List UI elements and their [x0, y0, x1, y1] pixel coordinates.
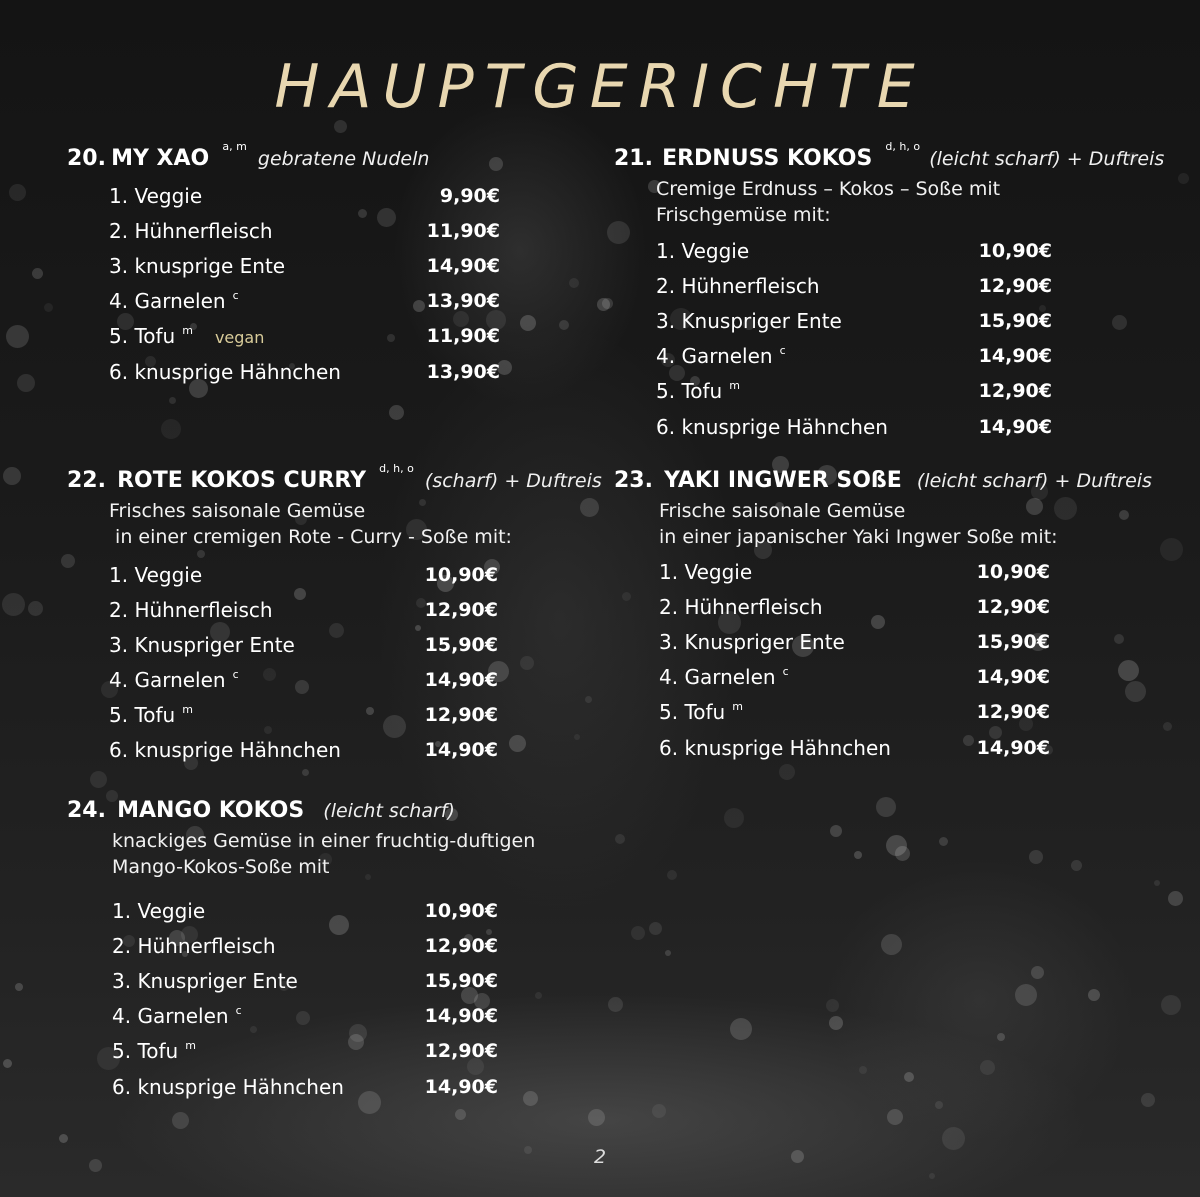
allergen-code: c — [779, 344, 786, 357]
menu-item-row — [109, 289, 500, 317]
section-note: (leicht scharf) + Duftreis — [916, 470, 1152, 492]
bokeh-dot — [559, 320, 569, 330]
bokeh-dot — [523, 1091, 538, 1106]
section-name: MANGO KOKOS — [117, 798, 305, 823]
bokeh-dot — [302, 769, 309, 776]
menu-item-price: 13,90€ — [426, 290, 500, 312]
bokeh-dot — [1114, 634, 1124, 644]
bokeh-dot — [779, 764, 795, 780]
section-name: YAKI INGWER SOßE — [664, 468, 902, 493]
menu-item-price: 15,90€ — [424, 634, 498, 656]
menu-item-label: 4. Garnelen — [112, 1004, 229, 1028]
bokeh-dot — [1160, 538, 1183, 561]
menu-item-label: 3. Knuspriger Ente — [109, 633, 295, 657]
menu-item-label: 6. knusprige Hähnchen — [656, 415, 888, 439]
menu-item-row — [109, 219, 500, 247]
menu-item-price: 12,90€ — [976, 701, 1050, 723]
bokeh-dot — [161, 419, 181, 439]
bokeh-dot — [1112, 315, 1127, 330]
menu-item-label: 2. Hühnerfleisch — [109, 598, 273, 622]
menu-item-row — [112, 969, 498, 997]
menu-item-price: 14,90€ — [424, 669, 498, 691]
bokeh-dot — [895, 846, 910, 861]
bokeh-dot — [3, 1059, 12, 1068]
menu-item-price: 10,90€ — [424, 900, 498, 922]
section-number: 22. — [67, 468, 106, 493]
bokeh-dot — [172, 1112, 189, 1129]
menu-item-label: 1. Veggie — [659, 560, 753, 584]
menu-item-row — [112, 1075, 498, 1103]
section-description: in einer cremigen Rote - Curry - Soße mit: — [109, 526, 512, 548]
menu-item-row — [109, 668, 498, 696]
bokeh-dot — [9, 184, 26, 201]
bokeh-dot — [1029, 850, 1043, 864]
bokeh-dot — [881, 934, 902, 955]
bokeh-dot — [28, 601, 43, 616]
menu-item-price: 14,90€ — [976, 666, 1050, 688]
bokeh-dot — [1161, 995, 1181, 1015]
bokeh-dot — [1168, 891, 1183, 906]
section-name: ROTE KOKOS CURRY — [117, 468, 367, 493]
menu-item-row — [109, 633, 498, 661]
bokeh-dot — [652, 1104, 666, 1118]
menu-item-row — [656, 415, 1052, 443]
allergen-code: c — [235, 1004, 242, 1017]
bokeh-dot — [597, 298, 610, 311]
menu-item-price: 12,90€ — [424, 935, 498, 957]
allergen-code: m — [182, 324, 193, 337]
bokeh-dot — [830, 825, 842, 837]
bokeh-dot — [59, 1134, 68, 1143]
menu-item-row — [112, 1039, 498, 1067]
bokeh-dot — [854, 851, 862, 859]
bokeh-dot — [730, 1018, 752, 1040]
bokeh-dot — [17, 374, 35, 392]
bokeh-dot — [169, 397, 176, 404]
menu-item-row — [659, 595, 1050, 623]
section-description: Frische saisonale Gemüse — [659, 500, 906, 522]
menu-item-price: 12,90€ — [424, 704, 498, 726]
menu-item-label: 1. Veggie — [112, 899, 206, 923]
menu-item-row — [656, 344, 1052, 372]
allergen-codes: d, h, o — [379, 462, 414, 475]
section-name: MY XAO — [111, 146, 210, 171]
section-21-header — [614, 140, 1165, 171]
bokeh-dot — [608, 997, 623, 1012]
bokeh-dot — [1178, 173, 1189, 184]
bokeh-dot — [1031, 966, 1044, 979]
menu-item-price: 11,90€ — [426, 325, 500, 347]
menu-item-label: 2. Hühnerfleisch — [656, 274, 820, 298]
bokeh-dot — [32, 268, 43, 279]
bokeh-dot — [615, 834, 625, 844]
bokeh-dot — [876, 797, 896, 817]
bokeh-dot — [585, 696, 592, 703]
bokeh-dot — [980, 1060, 995, 1075]
section-note: (leicht scharf) — [323, 800, 455, 822]
bokeh-dot — [509, 735, 526, 752]
page-title: HAUPTGERICHTE — [274, 52, 926, 122]
menu-item-label: 4. Garnelen — [656, 344, 773, 368]
menu-item-price: 14,90€ — [978, 416, 1052, 438]
bokeh-dot — [588, 1109, 605, 1126]
menu-item-label: 4. Garnelen — [109, 289, 226, 313]
allergen-code: m — [185, 1039, 196, 1052]
bokeh-dot — [997, 1033, 1005, 1041]
menu-item-label: 4. Garnelen — [109, 668, 226, 692]
bokeh-dot — [886, 835, 907, 856]
menu-item-price: 14,90€ — [424, 739, 498, 761]
menu-item-label: 4. Garnelen — [659, 665, 776, 689]
section-note: (scharf) + Duftreis — [424, 470, 602, 492]
menu-item-price: 14,90€ — [426, 255, 500, 277]
section-number: 20. — [67, 146, 106, 171]
bokeh-dot — [6, 325, 29, 348]
menu-item-label: 3. Knuspriger Ente — [659, 630, 845, 654]
menu-item-row — [656, 239, 1052, 267]
bokeh-dot — [455, 1109, 466, 1120]
section-description: Mango-Kokos-Soße mit — [112, 856, 330, 878]
bokeh-dot — [389, 405, 404, 420]
menu-item-row — [109, 703, 498, 731]
allergen-code: c — [232, 289, 239, 302]
menu-item-row — [112, 1004, 498, 1032]
menu-item-label: 6. knusprige Hähnchen — [109, 738, 341, 762]
section-name: ERDNUSS KOKOS — [662, 146, 873, 171]
menu-item-row — [659, 630, 1050, 658]
menu-item-label: 5. Tofu — [109, 324, 176, 348]
menu-item-price: 14,90€ — [424, 1076, 498, 1098]
menu-item-row — [109, 324, 500, 352]
bokeh-dot — [419, 499, 426, 506]
menu-item-price: 12,90€ — [978, 380, 1052, 402]
bokeh-dot — [1015, 984, 1037, 1006]
menu-item-label: 2. Hühnerfleisch — [659, 595, 823, 619]
menu-item-label: 5. Tofu — [659, 700, 726, 724]
bokeh-dot — [1154, 880, 1160, 886]
allergen-codes: a, m — [222, 140, 247, 153]
section-description: knackiges Gemüse in einer fruchtig-duftigen — [112, 830, 536, 852]
section-22-header — [67, 462, 602, 493]
menu-item-row — [109, 360, 500, 388]
bokeh-dot — [904, 1072, 914, 1082]
section-number: 21. — [614, 146, 653, 171]
menu-item-row — [659, 560, 1050, 588]
menu-item-label: 2. Hühnerfleisch — [112, 934, 276, 958]
section-20-header — [67, 140, 430, 171]
menu-item-label: 6. knusprige Hähnchen — [659, 736, 891, 760]
bokeh-dot — [649, 922, 662, 935]
menu-item-label: 1. Veggie — [656, 239, 750, 263]
menu-item-label: 3. Knuspriger Ente — [112, 969, 298, 993]
menu-item-label: 5. Tofu — [656, 379, 723, 403]
bokeh-dot — [520, 656, 534, 670]
bokeh-dot — [602, 298, 613, 309]
bokeh-dot — [365, 874, 371, 880]
bokeh-dot — [665, 950, 671, 956]
vegan-tag: vegan — [214, 328, 265, 347]
bokeh-dot — [520, 315, 536, 331]
bokeh-dot — [724, 808, 744, 828]
menu-item-label: 6. knusprige Hähnchen — [112, 1075, 344, 1099]
menu-item-price: 9,90€ — [439, 185, 500, 207]
bokeh-dot — [939, 837, 948, 846]
allergen-codes: d, h, o — [885, 140, 921, 153]
bokeh-dot — [1163, 722, 1172, 731]
bokeh-dot — [580, 498, 599, 517]
allergen-code: m — [732, 700, 743, 713]
menu-item-label: 1. Veggie — [109, 563, 203, 587]
menu-item-row — [659, 700, 1050, 728]
menu-item-row — [656, 274, 1052, 302]
bokeh-dot — [887, 1109, 903, 1125]
bokeh-dot — [2, 593, 25, 616]
section-24-header — [67, 798, 455, 823]
bokeh-dot — [826, 999, 839, 1012]
menu-item-price: 15,90€ — [978, 310, 1052, 332]
bokeh-dot — [489, 157, 503, 171]
allergen-code: m — [182, 703, 193, 716]
menu-item-price: 11,90€ — [426, 220, 500, 242]
menu-item-row — [109, 254, 500, 282]
menu-item-label: 1. Veggie — [109, 184, 203, 208]
menu-item-row — [109, 184, 500, 212]
bokeh-dot — [1119, 510, 1129, 520]
section-note: (leicht scharf) + Duftreis — [929, 148, 1165, 170]
menu-item-price: 14,90€ — [976, 737, 1050, 759]
menu-item-price: 10,90€ — [976, 561, 1050, 583]
section-description: Cremige Erdnuss – Kokos – Soße mit — [656, 178, 1001, 200]
bokeh-dot — [197, 550, 205, 558]
menu-item-row — [659, 665, 1050, 693]
section-description: Frisches saisonale Gemüse — [109, 500, 366, 522]
section-description: Frischgemüse mit: — [656, 204, 831, 226]
menu-item-price: 12,90€ — [976, 596, 1050, 618]
section-note: gebratene Nudeln — [257, 148, 430, 170]
menu-item-label: 2. Hühnerfleisch — [109, 219, 273, 243]
bokeh-dot — [935, 1101, 943, 1109]
page-number: 2 — [593, 1146, 607, 1168]
bokeh-dot — [574, 734, 580, 740]
menu-item-row — [656, 379, 1052, 407]
menu-item-row — [112, 934, 498, 962]
bokeh-dot — [44, 303, 53, 312]
menu-item-row — [656, 309, 1052, 337]
menu-item-label: 5. Tofu — [109, 703, 176, 727]
menu-item-price: 12,90€ — [978, 275, 1052, 297]
bokeh-dot — [607, 221, 630, 244]
menu-item-price: 14,90€ — [424, 1005, 498, 1027]
bokeh-dot — [3, 467, 21, 485]
menu-item-price: 10,90€ — [978, 240, 1052, 262]
section-23-header — [614, 468, 1152, 493]
menu-item-label: 5. Tofu — [112, 1039, 179, 1063]
bokeh-dot — [1141, 1093, 1155, 1107]
menu-item-price: 12,90€ — [424, 599, 498, 621]
bokeh-dot — [1088, 989, 1100, 1001]
allergen-code: c — [232, 668, 239, 681]
allergen-code: m — [729, 379, 740, 392]
menu-item-row — [109, 563, 498, 591]
menu-item-row — [659, 736, 1050, 764]
bokeh-dot — [535, 992, 542, 999]
bokeh-dot — [90, 771, 107, 788]
bokeh-dot — [61, 554, 75, 568]
bokeh-dot — [1054, 497, 1077, 520]
bokeh-dot — [929, 1173, 935, 1179]
bokeh-dot — [1071, 860, 1082, 871]
menu-item-label: 3. knusprige Ente — [109, 254, 286, 278]
section-number: 24. — [67, 798, 106, 823]
menu-item-row — [112, 899, 498, 927]
bokeh-dot — [829, 1016, 843, 1030]
menu-item-price: 12,90€ — [424, 1040, 498, 1062]
allergen-code: c — [782, 665, 789, 678]
menu-item-price: 14,90€ — [978, 345, 1052, 367]
bokeh-dot — [667, 870, 677, 880]
menu-item-row — [109, 738, 498, 766]
menu-item-price: 13,90€ — [426, 361, 500, 383]
section-number: 23. — [614, 468, 653, 493]
menu-item-price: 15,90€ — [424, 970, 498, 992]
menu-item-label: 6. knusprige Hähnchen — [109, 360, 341, 384]
bokeh-dot — [1026, 498, 1043, 515]
bokeh-dot — [1118, 660, 1139, 681]
section-description: in einer japanischer Yaki Ingwer Soße mit: — [659, 526, 1058, 548]
bokeh-dot — [15, 983, 23, 991]
bokeh-dot — [622, 592, 631, 601]
menu-item-price: 10,90€ — [424, 564, 498, 586]
bokeh-dot — [859, 1066, 867, 1074]
bokeh-dot — [1125, 681, 1146, 702]
bokeh-dot — [569, 278, 579, 288]
menu-item-label: 3. Knuspriger Ente — [656, 309, 842, 333]
menu-item-price: 15,90€ — [976, 631, 1050, 653]
menu-item-row — [109, 598, 498, 626]
bokeh-dot — [631, 926, 645, 940]
